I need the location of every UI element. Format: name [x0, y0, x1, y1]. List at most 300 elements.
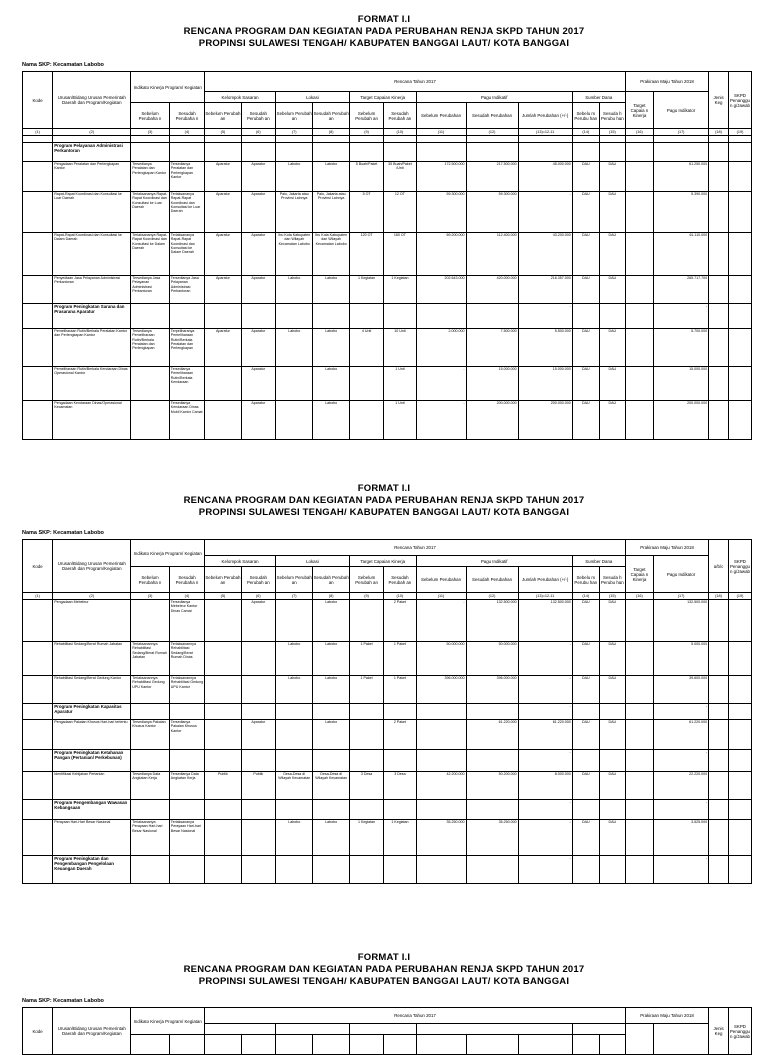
pagu-sebelum: -	[416, 401, 466, 440]
col-pagu: Pagu Indikatif	[416, 92, 572, 103]
col-sesudah: Sesudah Perubah an	[313, 567, 349, 593]
kegiatan-name: Pengadaan Pakaian Khusus Hari-hari tertentu	[53, 720, 131, 750]
program-name: Program Peningkatan Kapasitas Aparatur	[53, 704, 131, 720]
kelompok-sesudah	[241, 676, 275, 704]
indikator-sebelum: Tersedianya Jasa Pelayanan Administrasi Perkantoran	[131, 276, 170, 304]
indikator-sebelum	[131, 600, 170, 642]
format-label: FORMAT I.I	[357, 483, 411, 494]
col-num: (17)	[653, 129, 708, 136]
col-indikator: Indikato Kinerja Program/ Kegiatan	[131, 1008, 205, 1035]
kegiatan-name: Rehabilitasi Sedang/Berat Gedung Kantor	[53, 676, 131, 704]
table-row	[23, 329, 752, 367]
target-sebelum: 5 Buah/Paket	[349, 162, 383, 192]
col-sumber-sesudah: Sesuda h Perubu han	[599, 103, 625, 129]
target-sesudah: 1 Paket	[384, 676, 416, 704]
lokasi-sesudah: Desa-Desa di Wilayah Kecamatan	[313, 772, 349, 800]
document-subtitle: PROPINSI SULAWESI TENGAH/ KABUPATEN BANGGAI LAUT/ KOTA BANGGAI	[198, 38, 570, 49]
renja-table	[22, 71, 752, 440]
col-skpd: SKPD Penanggun g/Jawab	[728, 1008, 751, 1055]
indikator-sesudah: Terpeliharanya Pemeliharaan Rutin/Berkala Peralatan dan Perlengkapan	[169, 329, 204, 367]
kegiatan-name: Penyediaan Jasa Pelayanan Administrasi Perkantoran	[53, 276, 131, 304]
pagu-sesudah: 420.000.000	[466, 276, 518, 304]
document-subtitle: PROPINSI SULAWESI TENGAH/ KABUPATEN BANGGAI LAUT/ KOTA BANGGAI	[198, 976, 570, 987]
pagu-sesudah: 35.250.000	[466, 820, 518, 856]
indikator-sebelum: Tersedianya Pemeliharaan Rutin/Berkala Peralatan dan Perlengkapan	[131, 329, 170, 367]
col-num: (18)	[709, 593, 729, 600]
col-prakiraan: Prakiraan Maju Tahun 2018	[625, 72, 708, 92]
lokasi-sesudah: Labobo	[313, 401, 349, 440]
col-num: (15)	[599, 593, 625, 600]
col-rencana: Rencana Tahun 2017	[205, 72, 626, 92]
kelompok-sesudah	[241, 642, 275, 676]
col-jenis: a/b/c	[709, 540, 729, 593]
kegiatan-name: Pengadaan Mebeleur	[53, 600, 131, 642]
pagu-jumlah: -	[518, 642, 572, 676]
program-row	[23, 856, 752, 884]
skpd-name: Nama SKP: Kecamatan Labobo	[22, 530, 104, 536]
col-num: (15)	[599, 129, 625, 136]
pagu-sebelum: 50.000.000	[416, 642, 466, 676]
col-indikator: Indikato Kinerja Program/ Kegiatan	[131, 540, 205, 567]
pagu-indikator: 22.220.000	[653, 772, 708, 800]
program-name: Program Peningkatan Sarana dan Prasarana Aparatur	[53, 304, 131, 329]
indikator-sebelum	[131, 367, 170, 401]
pagu-sesudah: 396.000.000	[466, 676, 518, 704]
sumber-sesudah: DAU	[599, 642, 625, 676]
kegiatan-name: Pengadaan Peralatan dan Perlengkapan Kantor	[53, 162, 131, 192]
col-kode: Kode	[23, 540, 53, 593]
kegiatan-name: Perayaan Hari-Hari Besar Nasional	[53, 820, 131, 856]
pagu-jumlah: -	[518, 676, 572, 704]
kegiatan-name: Rapat-Rapat Koordinasi dan Konsultasi ke Luar Daerah	[53, 192, 131, 233]
indikator-sesudah: Tersedianya Pemeliharaan Rutin/Berkala Kendaraan	[169, 367, 204, 401]
sumber-sebelum: DAU	[572, 820, 599, 856]
kegiatan-name: Identifikasi Kebijakan Pertanian	[53, 772, 131, 800]
col-pagu-indikator: Pagu Indikator	[653, 92, 708, 129]
kelompok-sebelum	[205, 600, 241, 642]
pagu-sesudah: 61.220.000	[466, 720, 518, 750]
pagu-sesudah: 200.000.000	[466, 401, 518, 440]
format-label: FORMAT I.I	[357, 952, 411, 963]
document-page-2	[0, 483, 768, 519]
lokasi-sesudah: Ibu Kota Kabupaten dan Wilayah Kecamatan Labobo	[313, 233, 349, 276]
indikator-sebelum: Tersedianya Pakaian Khusus Kantor	[131, 720, 170, 750]
sumber-sebelum: DAU	[572, 772, 599, 800]
indikator-sebelum: Terlaksanannya Rehabilitasi Gedung UPU Kantor	[131, 676, 170, 704]
sumber-sesudah: DAU	[599, 600, 625, 642]
lokasi-sebelum: Labobo	[275, 276, 312, 304]
target-sebelum: 1 Kegiatan	[349, 820, 383, 856]
col-sumber-sebelum: Sebelu m Perubu han	[572, 103, 599, 129]
table-row	[23, 820, 752, 856]
lokasi-sebelum: Labobo	[275, 162, 312, 192]
col-kelompok: Kelompok Sasaran	[205, 92, 276, 103]
program-row	[23, 143, 752, 162]
col-num: (19)	[728, 593, 751, 600]
lokasi-sesudah: Labobo	[313, 367, 349, 401]
indikator-sebelum: Terlaksananya Rapat-Rapat Koordinasi dan Konsultasi ke Luar Daerah	[131, 192, 170, 233]
col-sesudah: Sesudah Perubah an	[384, 567, 416, 593]
table-row	[23, 401, 752, 440]
col-num: (9)	[349, 593, 383, 600]
col-indikator: Indikato Kinerja Program/ Kegiatan	[131, 72, 205, 103]
sumber-sesudah: DAU	[599, 676, 625, 704]
table-row	[23, 233, 752, 276]
lokasi-sebelum	[275, 367, 312, 401]
pagu-sebelum	[416, 720, 466, 750]
kelompok-sebelum	[205, 720, 241, 750]
indikator-sebelum: Terlaksanannya Rehabilitasi Sedang/Berat Rumah Jabatan	[131, 642, 170, 676]
target-sesudah: 1 Kegiatan	[384, 820, 416, 856]
target-sebelum	[349, 600, 383, 642]
indikator-sebelum: Tersedianya Data Angkatan Kerja	[131, 772, 170, 800]
lokasi-sebelum	[275, 401, 312, 440]
col-sesudah: Sesudah Perubaha n	[169, 567, 204, 593]
lokasi-sebelum	[275, 600, 312, 642]
col-sumber-sebelum: Sebelu m Perubu han	[572, 567, 599, 593]
col-sumber: Sumber Dana	[572, 556, 625, 567]
pagu-jumlah: -	[518, 192, 572, 233]
target-sesudah: 10 Unit	[384, 329, 416, 367]
pagu-sebelum: -	[416, 367, 466, 401]
col-num: (4)	[169, 593, 204, 600]
kelompok-sesudah: Aparatur	[241, 720, 275, 750]
pagu-indikator: -	[653, 800, 708, 820]
table-row	[23, 276, 752, 304]
kelompok-sesudah: Aparatur	[241, 233, 275, 276]
col-jumlah: Jumlah Perubahan (+/-)	[518, 567, 572, 593]
sumber-sebelum: DAU	[572, 401, 599, 440]
program-row	[23, 750, 752, 772]
sumber-sesudah: DAU	[599, 192, 625, 233]
col-sebelum: Sebelum Perubah an	[205, 103, 241, 129]
col-num: (3)	[131, 593, 170, 600]
sumber-sesudah: DAU	[599, 401, 625, 440]
kelompok-sebelum: Aparatur	[205, 233, 241, 276]
pagu-indikator: 5.000.000	[653, 642, 708, 676]
col-target: Target Capaian Kinerja	[349, 556, 416, 567]
target-sebelum: 1 Paket	[349, 642, 383, 676]
col-kode: Kode	[23, 72, 53, 129]
col-num: (16)	[625, 129, 653, 136]
lokasi-sesudah: Palu, Jakarta atau Provinsi Lainnya	[313, 192, 349, 233]
pagu-indikator: 200.000.000	[653, 401, 708, 440]
lokasi-sebelum: Ibu Kota Kabupaten dan Wilayah Kecamatan Labobo	[275, 233, 312, 276]
indikator-sesudah: Tersedianya Jasa Pelayanan Administrasi Perkantoran	[169, 276, 204, 304]
kelompok-sebelum: Aparatur	[205, 192, 241, 233]
indikator-sesudah: Tersedianya Peralatan dan Perlengkapan Kantor	[169, 162, 204, 192]
kegiatan-name: Rapat-Rapat Koordinasi dan Konsultasi ke Dalam Daerah	[53, 233, 131, 276]
target-sebelum	[349, 401, 383, 440]
col-sebelum: Sebelum Perubah an	[349, 103, 383, 129]
sumber-sebelum: DAU	[572, 192, 599, 233]
skpd-name: Nama SKP: Kecamatan Labobo	[22, 998, 104, 1004]
kegiatan-name: Pemeliharaan Rutin/Berkala Kendaraan Dinas Operasional Kantor	[53, 367, 131, 401]
pagu-indikator: 3.525.000	[653, 820, 708, 856]
program-name: Program Peningkatan dan Pengembangan Pengelolaan Keuangan Daerah	[53, 856, 131, 884]
indikator-sesudah: Tersedianya Data Angkatan Kerja	[169, 772, 204, 800]
lokasi-sebelum: Labobo	[275, 329, 312, 367]
lokasi-sesudah: Labobo	[313, 642, 349, 676]
target-sesudah: 3 Desa	[384, 772, 416, 800]
pagu-jumlah: 15.000.000	[518, 367, 572, 401]
target-sebelum: 3 Desa	[349, 772, 383, 800]
target-sebelum: 4 Unit	[349, 329, 383, 367]
pagu-indikator: 132.500.000	[653, 600, 708, 642]
col-num: (11)	[416, 129, 466, 136]
kelompok-sesudah: Aparatur	[241, 276, 275, 304]
col-target: Target Capaian Kinerja	[349, 92, 416, 103]
program-name: Program Peningkatan Ketahanan Pangan (Pertanian/ Perkebunan)	[53, 750, 131, 772]
lokasi-sebelum: Palu, Jakarta atau Provinsi Lainnya	[275, 192, 312, 233]
pagu-sesudah: 132.500.000	[466, 600, 518, 642]
col-rencana: Rencana Tahun 2017	[205, 1008, 626, 1024]
col-num: (19)	[728, 129, 751, 136]
col-num: (10)	[384, 593, 416, 600]
col-pagu: Pagu Indikatif	[416, 556, 572, 567]
kelompok-sebelum: Aparatur	[205, 329, 241, 367]
pagu-jumlah: 216.357.000	[518, 276, 572, 304]
kelompok-sebelum: Publik	[205, 772, 241, 800]
lokasi-sebelum	[275, 720, 312, 750]
col-num: (14)	[572, 593, 599, 600]
lokasi-sesudah: Labobo	[313, 162, 349, 192]
pagu-indikator: 61.110.000	[653, 233, 708, 276]
pagu-indikator: 61.250.000	[653, 162, 708, 192]
target-sesudah: 12 OT	[384, 192, 416, 233]
sumber-sesudah: DAU	[599, 162, 625, 192]
table-row-blank	[23, 136, 752, 143]
col-pagu-sebelum: Sebelum Perubahan	[416, 567, 466, 593]
pagu-sebelum: 59.300.000	[416, 192, 466, 233]
sumber-sebelum: DAU	[572, 600, 599, 642]
col-jumlah: Jumlah Perubahan (+/-)	[518, 103, 572, 129]
kelompok-sebelum	[205, 367, 241, 401]
col-num: (1)	[23, 593, 53, 600]
col-lokasi: Lokasi	[275, 92, 349, 103]
col-sebelum: Sebelum Perubaha n	[131, 567, 170, 593]
target-sesudah: 1 Unit	[384, 367, 416, 401]
col-rencana: Rencana Tahun 2017	[205, 540, 626, 556]
kegiatan-name: Rehabilitasi Sedang/Berat Rumah Jabatan	[53, 642, 131, 676]
lokasi-sesudah: Labobo	[313, 676, 349, 704]
col-lokasi: Lokasi	[275, 556, 349, 567]
kegiatan-name: Pemeliharaan Rutin/Berkala Peralatan Kantor dan Perlengkapan Kantor	[53, 329, 131, 367]
pagu-sebelum: 2.000.000	[416, 329, 466, 367]
col-sebelum: Sebelum Perubaha n	[131, 103, 170, 129]
indikator-sesudah: Tersedianya Pakaian Khusus Kantor	[169, 720, 204, 750]
pagu-jumlah: -	[518, 800, 572, 820]
kelompok-sebelum: Aparatur	[205, 162, 241, 192]
pagu-indikator: 5.700.000	[653, 329, 708, 367]
pagu-jumlah: -	[518, 856, 572, 884]
kelompok-sebelum: Aparatur	[205, 276, 241, 304]
kelompok-sebelum	[205, 820, 241, 856]
pagu-indikator: -	[653, 750, 708, 772]
program-row	[23, 704, 752, 720]
col-jenis: Jenis Keg	[709, 1008, 729, 1055]
program-name: Program Pengembangan Wawasan Kebangsaan	[53, 800, 131, 820]
sumber-sebelum: DAU	[572, 720, 599, 750]
col-urusan: Urusan/Bidang Urusan Pemerintah Daerah dan Program/Kegiatan	[53, 1008, 131, 1055]
lokasi-sebelum: Desa-Desa di Wilayah Kecamatan	[275, 772, 312, 800]
col-num: (13)=12-11	[518, 129, 572, 136]
pagu-sebelum: 172.500.000	[416, 162, 466, 192]
sumber-sebelum: DAU	[572, 329, 599, 367]
pagu-jumlah: 61.220.000	[518, 720, 572, 750]
col-num: (4)	[169, 129, 204, 136]
kelompok-sebelum	[205, 676, 241, 704]
col-sebelum: Sebelum Perubah an	[275, 567, 312, 593]
pagu-jumlah: -	[518, 750, 572, 772]
program-row	[23, 304, 752, 329]
pagu-sesudah: 217.500.000	[466, 162, 518, 192]
sumber-sebelum: DAU	[572, 276, 599, 304]
col-skpd: SKPD Penanggun g/Jawab	[728, 72, 751, 129]
target-sebelum	[349, 720, 383, 750]
col-target-capaian: Target Capaia n Kinerja	[625, 556, 653, 593]
col-num: (12)	[466, 593, 518, 600]
col-sesudah: Sesudah Perubah an	[241, 567, 275, 593]
document-title: RENCANA PROGRAM DAN KEGIATAN PADA PERUBAHAN RENJA SKPD TAHUN 2017	[183, 26, 585, 37]
indikator-sebelum: Terlaksananya Perayaan Hari-hari Besar Nasional	[131, 820, 170, 856]
col-kelompok: Kelompok Sasaran	[205, 556, 276, 567]
col-num: (16)	[625, 593, 653, 600]
kelompok-sebelum	[205, 401, 241, 440]
col-num: (8)	[313, 593, 349, 600]
pagu-indikator: -	[653, 704, 708, 720]
col-pagu-sesudah: Sesudah Perubahan	[466, 567, 518, 593]
target-sebelum: 5 OT	[349, 192, 383, 233]
pagu-indikator: -	[653, 856, 708, 884]
col-num: (12)	[466, 129, 518, 136]
pagu-indikator: 61.220.000	[653, 720, 708, 750]
pagu-sesudah: 112.400.000	[466, 233, 518, 276]
pagu-sebelum: 35.250.000	[416, 820, 466, 856]
target-sebelum: 1 Paket	[349, 676, 383, 704]
sumber-sesudah: DAU	[599, 233, 625, 276]
table-row	[23, 676, 752, 704]
col-jenis: Jenis Keg	[709, 72, 729, 129]
col-num: (13)=12-11	[518, 593, 572, 600]
target-sebelum: 1 Kegiatan	[349, 276, 383, 304]
program-row	[23, 800, 752, 820]
sumber-sesudah: DAU	[599, 720, 625, 750]
pagu-sesudah: 59.300.000	[466, 192, 518, 233]
col-num: (7)	[275, 593, 312, 600]
col-sebelum: Sebelum Perubah an	[275, 103, 312, 129]
pagu-jumlah: -	[518, 304, 572, 329]
kelompok-sesudah: Aparatur	[241, 401, 275, 440]
pagu-jumlah: 43.200.000	[518, 233, 572, 276]
target-sesudah: 1 Paket	[384, 642, 416, 676]
kelompok-sesudah	[241, 820, 275, 856]
col-sebelum: Sebelum Perubah an	[349, 567, 383, 593]
col-sesudah: Sesudah Perubah an	[313, 103, 349, 129]
sumber-sesudah: DAU	[599, 820, 625, 856]
pagu-sebelum: 42.200.000	[416, 772, 466, 800]
indikator-sesudah: Tersedianya Kendaraan Dinas Mobil Kantor Camat	[169, 401, 204, 440]
pagu-sebelum: 396.000.000	[416, 676, 466, 704]
lokasi-sebelum: Labobo	[275, 676, 312, 704]
lokasi-sesudah: Labobo	[313, 329, 349, 367]
pagu-indikator: 15.000.000	[653, 367, 708, 401]
target-sebelum: 120 OT	[349, 233, 383, 276]
sumber-sebelum: DAU	[572, 676, 599, 704]
col-sesudah: Sesudah Perubah an	[384, 103, 416, 129]
target-sesudah: 35 Buah/Paket /Unit	[384, 162, 416, 192]
skpd-name: Nama SKP: Kecamatan Labobo	[22, 62, 104, 68]
pagu-sesudah: 15.000.000	[466, 367, 518, 401]
pagu-jumlah: 45.000.000	[518, 162, 572, 192]
target-sesudah: 1 Kegiatan	[384, 276, 416, 304]
col-num: (18)	[709, 129, 729, 136]
lokasi-sesudah: Labobo	[313, 720, 349, 750]
col-target-capaian: Target Capaia n Kinerja	[625, 92, 653, 129]
col-sesudah: Sesudah Perubah an	[241, 103, 275, 129]
col-num: (3)	[131, 129, 170, 136]
sumber-sebelum: DAU	[572, 162, 599, 192]
col-kode: Kode	[23, 1008, 53, 1055]
kelompok-sesudah: Publik	[241, 772, 275, 800]
pagu-indikator: 265.717.700	[653, 276, 708, 304]
table-row	[23, 642, 752, 676]
document-title: RENCANA PROGRAM DAN KEGIATAN PADA PERUBAHAN RENJA SKPD TAHUN 2017	[183, 495, 585, 506]
target-sesudah: 2 Paket	[384, 720, 416, 750]
pagu-jumlah: 200.000.000	[518, 401, 572, 440]
indikator-sesudah: Terlaksananya Rapat-Rapat Koordinasi dan Konsultasi ke Luar Daerah	[169, 192, 204, 233]
pagu-jumlah: 8.000.000	[518, 772, 572, 800]
indikator-sesudah: Terlaksanannya Rehabilitasi Gedung UPU Kantor	[169, 676, 204, 704]
col-prakiraan: Prakiraan Maju Tahun 2018	[625, 540, 708, 556]
indikator-sesudah: Tersedianya Mebeleur Kantor Dinas Camat	[169, 600, 204, 642]
pagu-jumlah: -	[518, 820, 572, 856]
table-row	[23, 720, 752, 750]
col-sumber-sesudah: Sesuda h Perubu han	[599, 567, 625, 593]
indikator-sebelum: Terlaksananya Rapat-Rapat Koordinasi dan Konsultasi ke Dalam Daerah	[131, 233, 170, 276]
col-num: (6)	[241, 593, 275, 600]
pagu-sebelum: 69.200.000	[416, 233, 466, 276]
col-pagu-indikator: Pagu Indikator	[653, 556, 708, 593]
col-sesudah: Sesudah Perubaha n	[169, 103, 204, 129]
col-sebelum: Sebelum Perubah an	[205, 567, 241, 593]
table-row	[23, 600, 752, 642]
indikator-sesudah: Terlaksananya Perayaan Hari-hari Besar Nasional	[169, 820, 204, 856]
kelompok-sesudah: Aparatur	[241, 600, 275, 642]
format-label: FORMAT I.I	[357, 14, 411, 25]
pagu-sebelum: 202.643.000	[416, 276, 466, 304]
target-sesudah: 1 Unit	[384, 401, 416, 440]
renja-table	[22, 1007, 752, 1055]
col-num: (11)	[416, 593, 466, 600]
lokasi-sesudah: Labobo	[313, 600, 349, 642]
pagu-indikator: -	[653, 304, 708, 329]
pagu-sebelum: -	[416, 600, 466, 642]
kelompok-sesudah: Aparatur	[241, 192, 275, 233]
kelompok-sebelum	[205, 642, 241, 676]
renja-table	[22, 539, 752, 884]
lokasi-sebelum: Labobo	[275, 820, 312, 856]
target-sesudah: 2 Paket	[384, 600, 416, 642]
sumber-sesudah: DAU	[599, 329, 625, 367]
col-num: (17)	[653, 593, 708, 600]
lokasi-sesudah: Labobo	[313, 820, 349, 856]
indikator-sebelum: Tersedianya Peralatan dan Perlengkapan Kantor	[131, 162, 170, 192]
document-title: RENCANA PROGRAM DAN KEGIATAN PADA PERUBAHAN RENJA SKPD TAHUN 2017	[183, 964, 585, 975]
target-sesudah: 160 OT	[384, 233, 416, 276]
col-urusan: Urusan/Bidang Urusan Pemerintah Daerah dan Program/Kegiatan	[53, 72, 131, 129]
pagu-sesudah: 50.200.000	[466, 772, 518, 800]
